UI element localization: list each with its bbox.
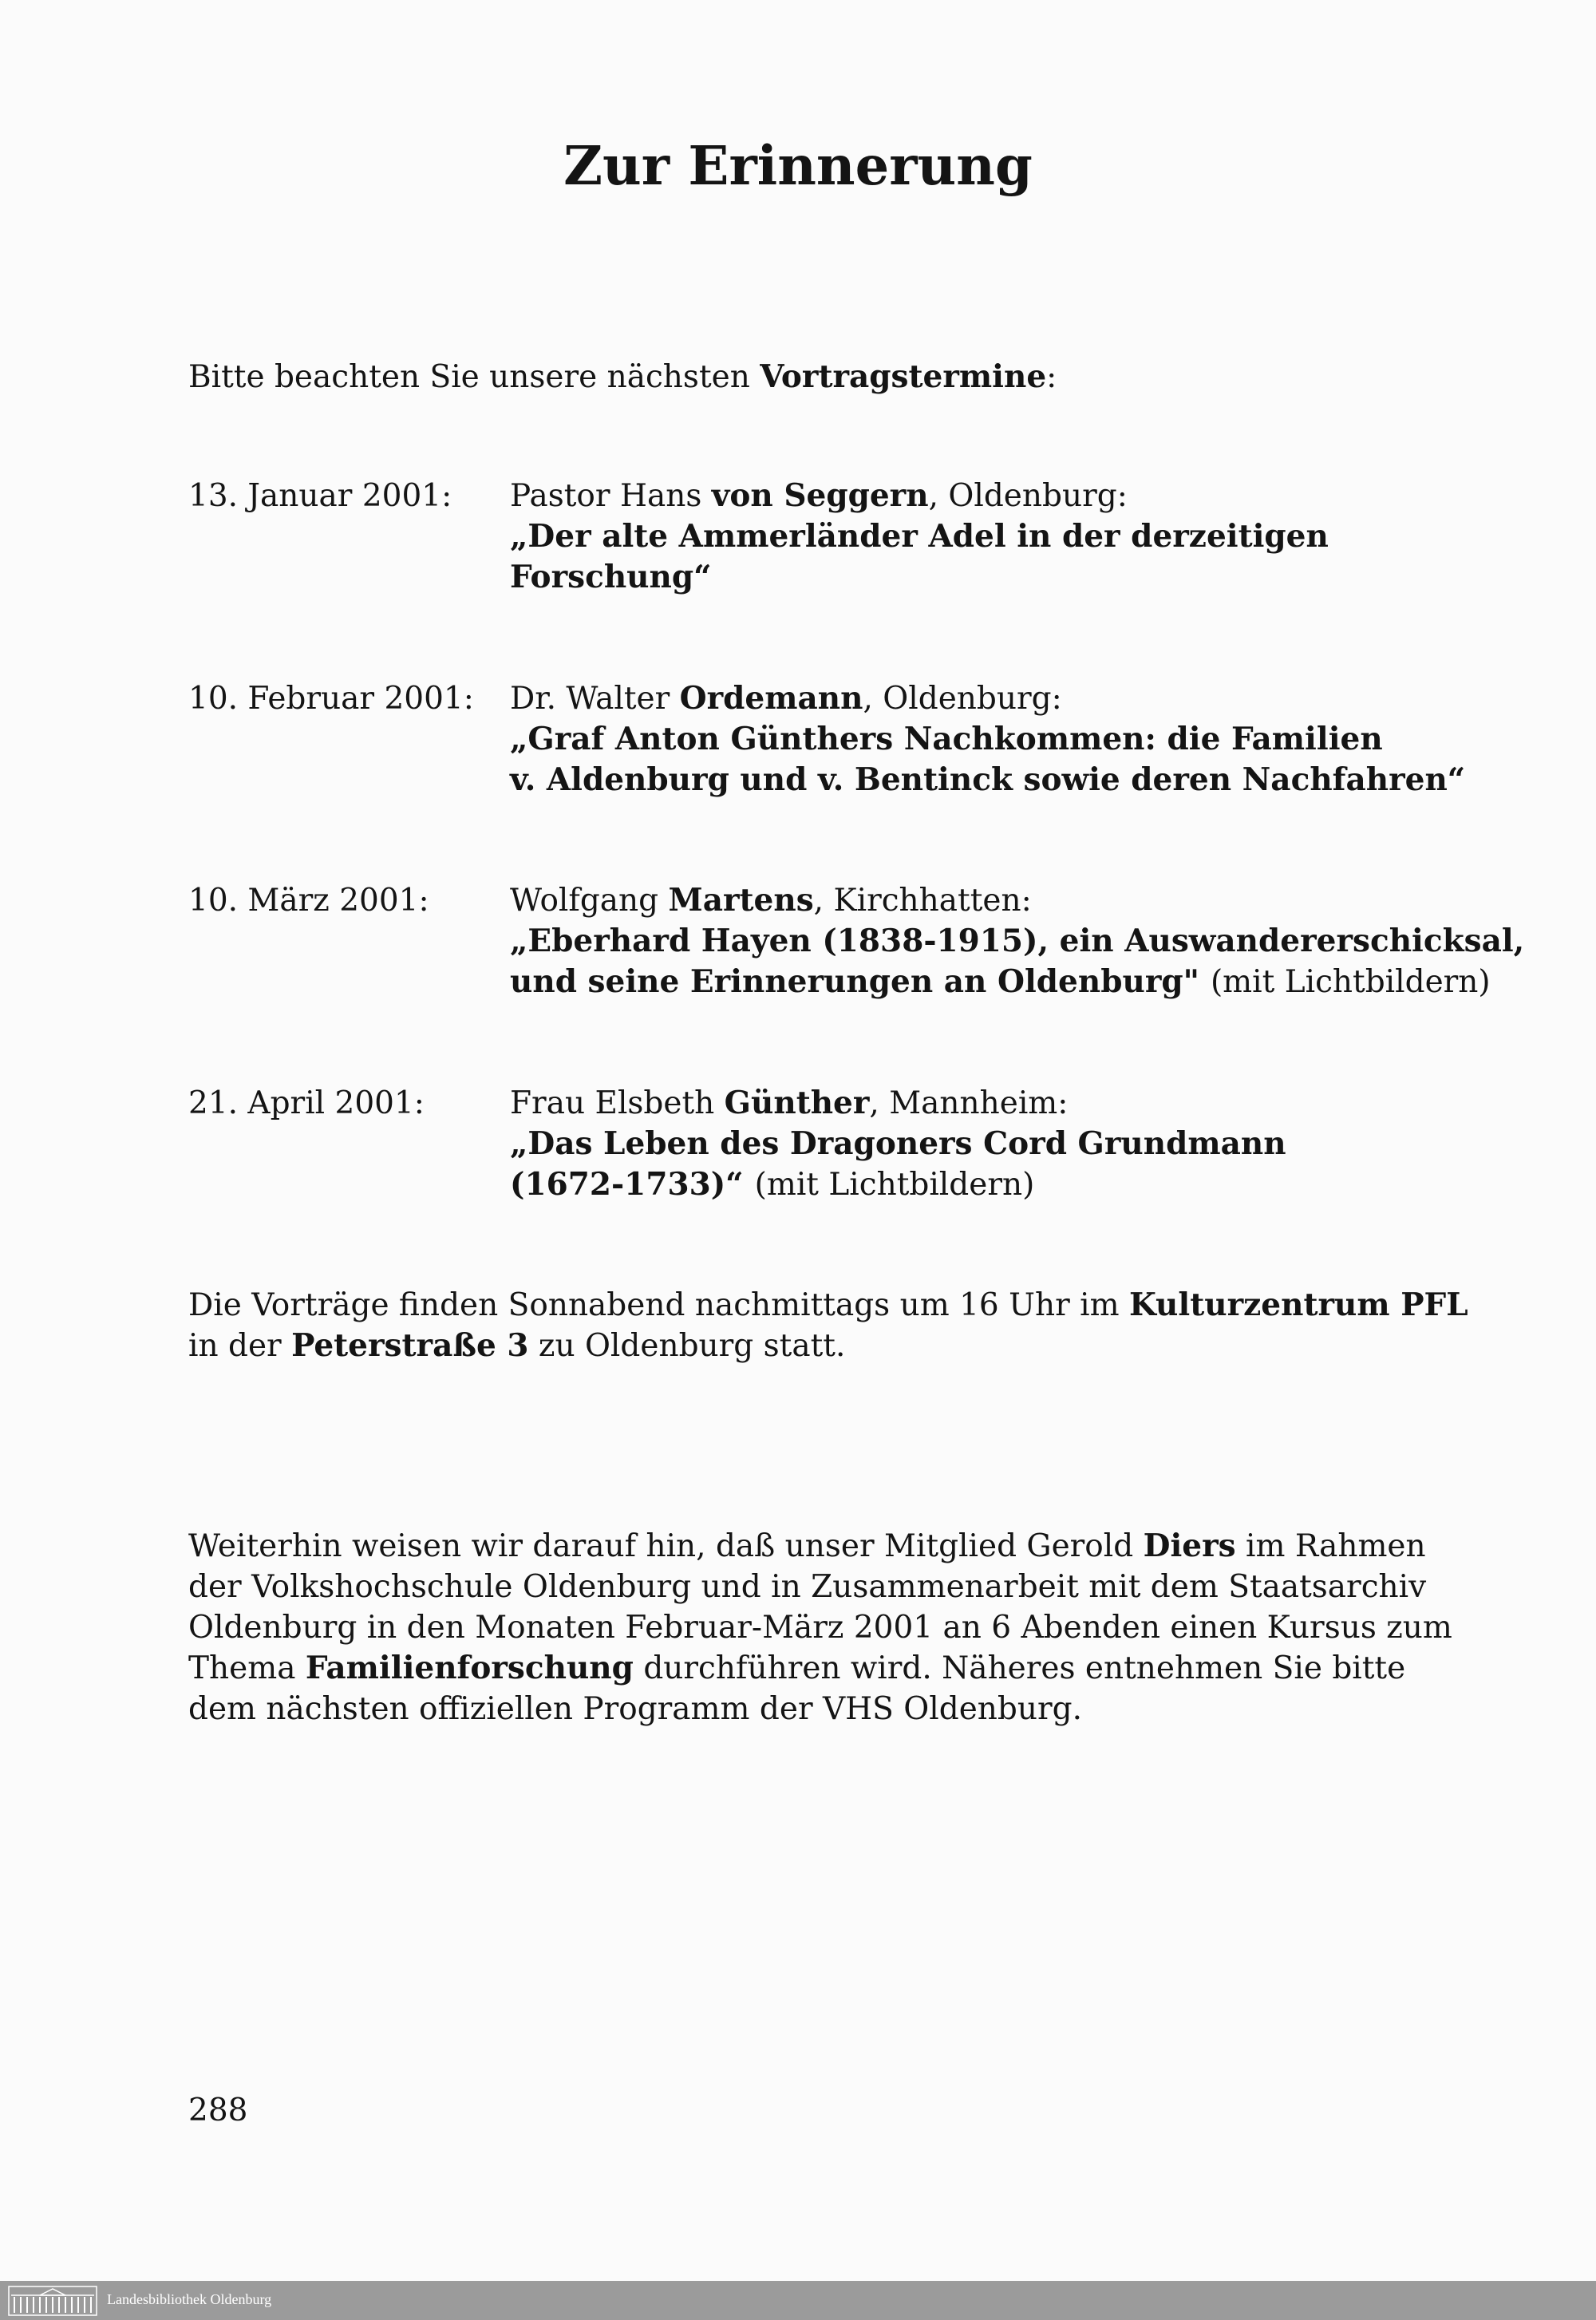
footer-library-name: Landesbibliothek Oldenburg [107, 2291, 272, 2307]
talk-speaker [510, 880, 1436, 921]
talk-title [510, 1124, 1436, 1205]
talk-title-line: „Der alte Ammerländer Adel in der derzeitigen [510, 518, 1329, 555]
talk-date: 10. März 2001: [188, 883, 429, 919]
footer-bar [0, 2281, 1596, 2320]
speaker-name: Ordemann [679, 680, 863, 717]
course-line: Oldenburg in den Monaten Februar-März 2001 an 6 Abenden einen Kursus zum [188, 1610, 1452, 1646]
course-member-name: Diers [1143, 1528, 1236, 1564]
talk-body [510, 476, 1436, 598]
talk-speaker [510, 476, 1436, 516]
page-number: 288 [188, 2093, 248, 2128]
library-building-icon [8, 2286, 97, 2316]
talk-speaker [510, 678, 1436, 719]
talk-title-line: „Eberhard Hayen (1838-1915), ein Auswandererschicksal, [510, 923, 1525, 959]
course-text: Weiterhin weisen wir darauf hin, daß unser Mitglied Gerold [188, 1528, 1144, 1564]
speaker-name: Günther [724, 1085, 870, 1121]
talk-title [510, 516, 1436, 598]
venue-line [188, 1326, 1409, 1366]
talk-title-text: und seine Erinnerungen an Oldenburg" [510, 963, 1199, 1000]
venue-location: Kulturzentrum PFL [1129, 1286, 1468, 1323]
talk-body [510, 1083, 1436, 1205]
course-line: der Volkshochschule Oldenburg und in Zusammenarbeit mit dem Staatsarchiv [188, 1569, 1427, 1605]
speaker-place: , Kirchhatten: [813, 883, 1032, 919]
venue-text: Die Vorträge finden Sonnabend nachmittags um 16 Uhr im [188, 1287, 1129, 1323]
talk-body [510, 678, 1466, 800]
speaker-place: , Mannheim: [869, 1085, 1069, 1121]
talk-title-line-with-note [510, 1164, 1436, 1205]
course-paragraph [188, 1526, 1452, 1729]
speaker-place: , Oldenburg: [928, 478, 1128, 514]
course-text: Thema [188, 1650, 306, 1686]
course-text: durchführen wird. Näheres entnehmen Sie bitte [633, 1650, 1406, 1686]
intro-line [188, 356, 1057, 398]
talk-date: 21. April 2001: [188, 1085, 425, 1121]
intro-end: : [1046, 359, 1057, 395]
talk-title [510, 719, 1466, 800]
talk-title-line: v. Aldenburg und v. Bentinck sowie deren Nachfahren“ [510, 761, 1466, 798]
talk-speaker [510, 1083, 1436, 1124]
speaker-name: von Seggern [711, 477, 929, 514]
course-text: im Rahmen [1235, 1528, 1426, 1564]
talk-title-line: „Graf Anton Günthers Nachkommen: die Familien [510, 721, 1383, 757]
venue-text: zu Oldenburg statt. [528, 1328, 846, 1364]
talk-date: 10. Februar 2001: [188, 681, 474, 717]
talk-title-line: „Das Leben des Dragoners Cord Grundmann [510, 1125, 1286, 1162]
talk-date: 13. Januar 2001: [188, 478, 452, 514]
course-line [188, 1526, 1426, 1567]
course-line [188, 1648, 1409, 1689]
talk-title-line: Forschung“ [510, 559, 712, 595]
venue-text: in der [188, 1328, 292, 1364]
talk-note: (mit Lichtbildern) [1210, 964, 1491, 1000]
venue-paragraph [188, 1285, 1468, 1366]
talk-body [510, 880, 1525, 1002]
speaker-prefix: Wolfgang [510, 883, 669, 919]
talk-title-line-with-note [510, 962, 1491, 1002]
intro-text: Bitte beachten Sie unsere nächsten [188, 359, 760, 395]
speaker-prefix: Pastor Hans [510, 478, 712, 514]
speaker-prefix: Frau Elsbeth [510, 1085, 725, 1121]
speaker-place: , Oldenburg: [863, 681, 1062, 717]
intro-bold: Vortragstermine [760, 358, 1047, 395]
venue-line [188, 1285, 1468, 1326]
course-line: dem nächsten offiziellen Programm der VHS Oldenburg. [188, 1691, 1082, 1727]
speaker-name: Martens [668, 882, 814, 919]
talk-title-text: (1672-1733)“ [510, 1166, 744, 1203]
venue-address: Peterstraße 3 [291, 1327, 529, 1364]
page-title: Zur Erinnerung [563, 134, 1033, 197]
course-topic: Familienforschung [305, 1650, 634, 1686]
talk-note: (mit Lichtbildern) [754, 1167, 1035, 1203]
speaker-prefix: Dr. Walter [510, 681, 680, 717]
talk-title [510, 921, 1525, 1002]
